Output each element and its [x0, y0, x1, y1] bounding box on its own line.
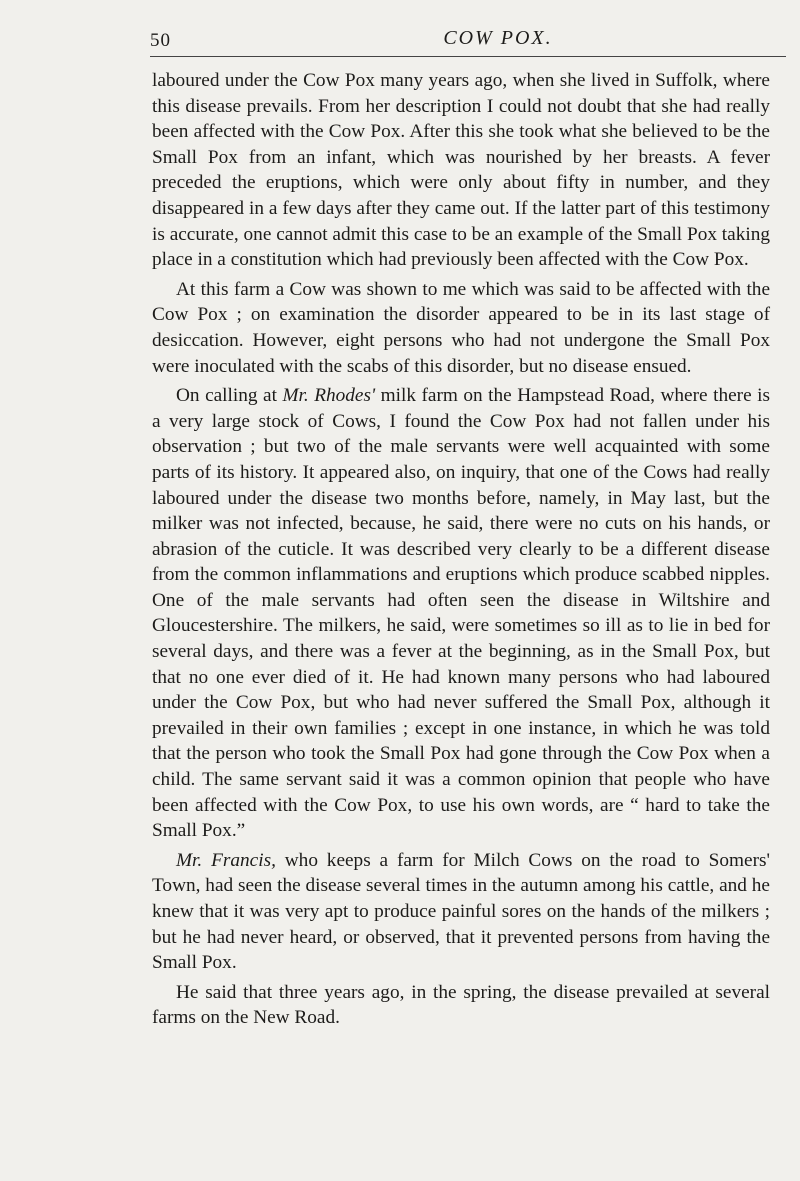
paragraph-3-text: milk farm on the Hampstead Road, where there is a very large stock of Cows, I found the Cow Pox had not fallen under his observation ; but two of the male servants were well acquainted with some parts of its history. It appeared also, on inquiry, that one of the Cows had really laboured under the disease two months before, namely, in May last, but the milker was not infected, because, he said, there were no cuts on his hands, or abrasion of the cuticle. It was described very clearly to be a different disease from the common inflammations and eruptions which produce scabbed nipples. One of the male servants had often seen the disease in Wiltshire and Gloucestershire. The milkers, he said, were sometimes so ill as to lie in bed for several days, and there was a fever at the beginning, as in the Small Pox, but that no one ever died of it. He had known many persons who had laboured under the Cow Pox, but who had never suffered the Small Pox, although it prevailed in their own families ; except in one instance, in which he was told that the person who took the Small Pox had gone through the Cow Pox when a child. The same servant said it was a common opinion that people who have been affected with the Cow Pox, to use his own words, are “ hard to take the Small Pox.”: [152, 385, 770, 842]
paragraph-4: [152, 848, 770, 976]
paragraph-4-name: Mr. Francis,: [176, 849, 276, 871]
paragraph-1-text: laboured under the Cow Pox many years ago, when she lived in Suffolk, where this disease prevails. From her description I could not doubt that she had really been affected with the Cow Pox. After this she took what she believed to be the Small Pox from an infant, which was nourished by her breasts. A fever preceded the eruptions, which were only about fifty in number, and they disappeared in a few days after they came out. If the latter part of this testimony is accurate, one cannot admit this case to be an example of the Small Pox taking place in a constitution which had previously been affected with the Cow Pox.: [152, 70, 770, 271]
paragraph-5-text: He said that three years ago, in the spring, the disease prevailed at several farms on the New Road.: [152, 981, 770, 1029]
page-number: 50: [150, 30, 171, 51]
paragraph-1: [152, 68, 770, 273]
running-head: [150, 26, 786, 57]
body-text: [152, 68, 770, 1035]
paragraph-3-lead: On calling at: [176, 385, 283, 407]
paragraph-4-text: who keeps a farm for Milch Cows on the road to Somers' Town, had seen the disease several times in the autumn among his cattle, and he knew that it was very apt to produce painful sores on the hands of the milkers ; but he had never heard, or observed, that it prevented persons from having the Small Pox.: [152, 849, 770, 974]
paragraph-2-text: At this farm a Cow was shown to me which was said to be affected with the Cow Pox ; on examination the disorder appeared to be in its last stage of desiccation. However, eight persons who had not undergone the Small Pox were inoculated with the scabs of this disorder, but no disease ensued.: [152, 278, 770, 377]
paragraph-3: [152, 383, 770, 844]
paragraph-5: [152, 980, 770, 1031]
paragraph-3-name: Mr. Rhodes': [282, 385, 376, 407]
running-title: COW POX.: [443, 27, 553, 49]
paragraph-2: [152, 277, 770, 379]
